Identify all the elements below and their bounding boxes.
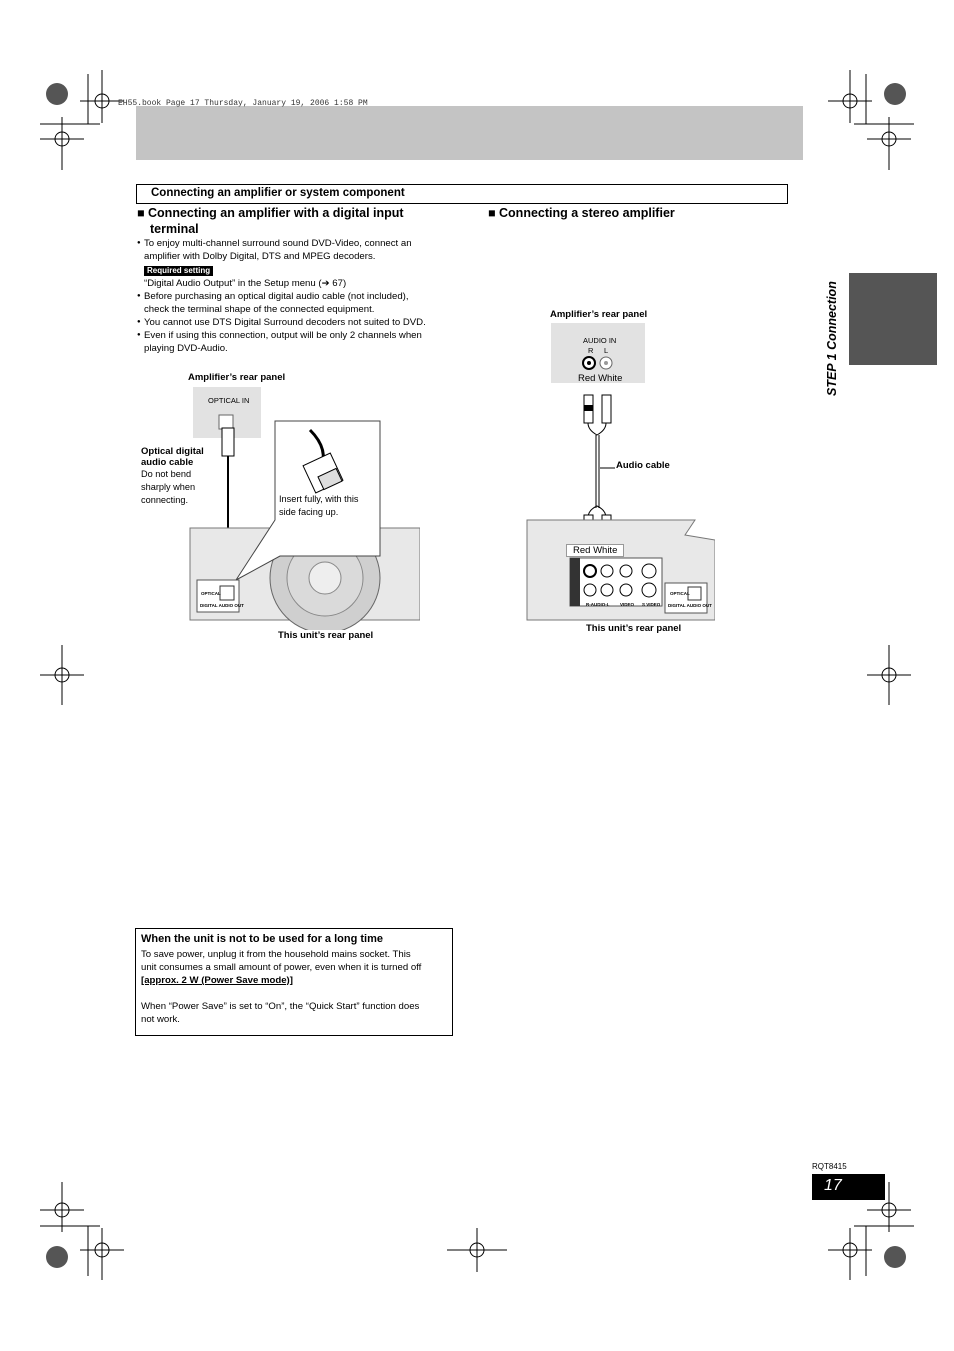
bullet-4-line1: ● Even if using this connection, output will be only 2 channels when <box>144 330 422 341</box>
bullet-1-line2: amplifier with Dolby Digital, DTS and MPEG decoders. <box>144 251 376 262</box>
insert-note-line1: Insert fully, with this <box>279 494 359 504</box>
left-heading-line2: terminal <box>150 222 199 236</box>
chapter-label: STEP 1 Connection <box>825 281 839 396</box>
bullet-1-line1: ● To enjoy multi-channel surround sound DVD-Video, connect an <box>144 238 412 249</box>
right-digital-out-small: DIGITAL AUDIO OUT <box>668 603 712 608</box>
doc-code: RQT8415 <box>812 1162 847 1171</box>
note-line2: unit consumes a small amount of power, even when it is turned off <box>141 962 422 973</box>
red-white-bottom: Red White <box>566 544 624 557</box>
left-heading-line1: ■ Connecting an amplifier with a digital input <box>137 206 404 220</box>
note-line4: When “Power Save” is set to “On”, the “Quick Start” function does <box>141 1001 420 1012</box>
bullet-2 <box>137 290 462 316</box>
right-heading: ■ Connecting a stereo amplifier <box>488 206 675 220</box>
stereo-connection-diagram <box>525 320 715 625</box>
bullet-4 <box>137 329 462 355</box>
cable-label <box>141 446 204 507</box>
bullet-3 <box>137 316 462 329</box>
note-body <box>141 948 449 1026</box>
cable-note-line1: Do not bend <box>141 469 192 479</box>
r-label: R <box>588 346 594 355</box>
left-digital-out-small: DIGITAL AUDIO OUT <box>200 603 244 608</box>
audio-in-label: AUDIO IN <box>583 336 617 345</box>
setup-line: “Digital Audio Output” in the Setup menu (➔ 67) <box>144 278 347 289</box>
page-number: 17 <box>824 1177 842 1194</box>
cable-note-line3: connecting. <box>141 495 188 505</box>
left-body <box>137 237 462 355</box>
bullet-2-line2: check the terminal shape of the connected equipment. <box>144 304 375 315</box>
video-small: VIDEO <box>620 602 635 607</box>
r-audio-l-small: R-AUDIO-L <box>586 602 610 607</box>
right-optical-small: OPTICAL <box>670 591 690 596</box>
chapter-tab <box>849 273 937 365</box>
page-number-box <box>812 1174 885 1200</box>
right-unit-panel-label: This unit’s rear panel <box>586 623 682 634</box>
insert-note-line2: side facing up. <box>279 507 339 517</box>
cable-label-line2: audio cable <box>141 457 194 468</box>
note-line3: [approx. 2 W (Power Save mode)] <box>141 975 293 986</box>
l-label: L <box>604 346 609 355</box>
optical-in-label: OPTICAL IN <box>208 396 250 405</box>
required-setting-badge: Required setting <box>144 266 213 276</box>
audio-cable-label: Audio cable <box>616 460 670 471</box>
right-amp-panel-label: Amplifier’s rear panel <box>550 309 648 320</box>
bullet-1 <box>137 237 462 263</box>
left-unit-panel-label: This unit’s rear panel <box>278 630 374 641</box>
section-title: Connecting an amplifier or system component <box>151 187 405 199</box>
note-line1: To save power, unplug it from the household mains socket. This <box>141 949 411 960</box>
power-note-box <box>135 928 453 1036</box>
file-info: EH55.book Page 17 Thursday, January 19, 2006 1:58 PM <box>118 99 368 108</box>
header-band <box>136 106 803 160</box>
bullet-4-line2: playing DVD-Audio. <box>144 343 228 354</box>
red-white-top: Red White <box>578 373 623 384</box>
cable-note-line2: sharply when <box>141 482 196 492</box>
insert-note <box>279 493 358 519</box>
section-title-box <box>136 184 788 204</box>
s-video-small: S VIDEO <box>642 602 661 607</box>
left-amp-panel-label: Amplifier’s rear panel <box>188 372 286 383</box>
bullet-2-line1: ● Before purchasing an optical digital audio cable (not included), <box>144 291 409 302</box>
note-line5: not work. <box>141 1014 180 1025</box>
note-title: When the unit is not to be used for a long time <box>141 933 383 945</box>
left-optical-small: OPTICAL <box>201 591 221 596</box>
left-heading <box>137 205 404 237</box>
cable-label-line1: Optical digital <box>141 446 204 457</box>
bullet-3-line1: ● You cannot use DTS Digital Surround decoders not suited to DVD. <box>144 317 426 328</box>
